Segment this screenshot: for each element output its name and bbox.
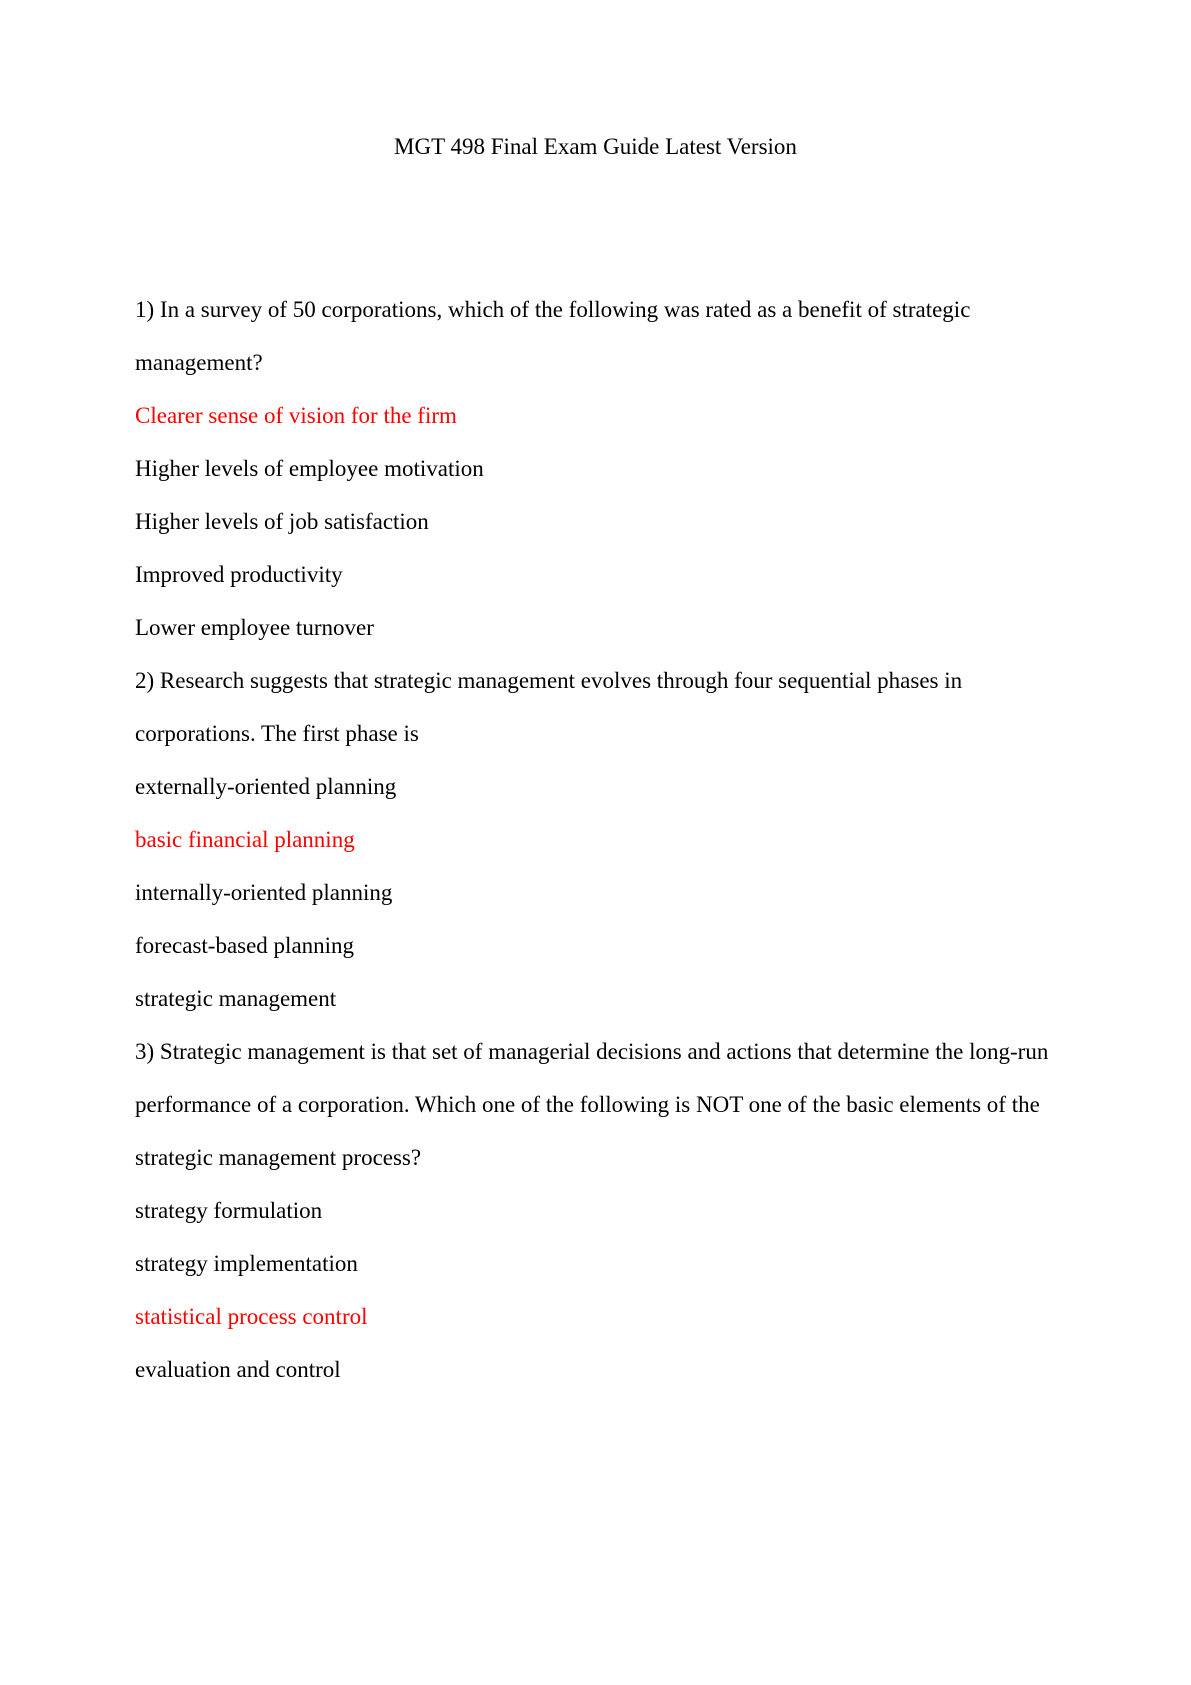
question-2-option-1: externally-oriented planning [135,774,397,799]
question-2-line-1: 2) Research suggests that strategic management evolves through four sequential phases in [135,668,963,693]
question-2-option-5: strategic management [135,986,337,1011]
question-2-option-2-correct-answer: basic financial planning [135,827,355,852]
question-1-line-1: 1) In a survey of 50 corporations, which of the following was rated as a benefit of strategic [135,297,971,322]
question-3-option-3-correct-answer: statistical process control [135,1304,368,1329]
page-title: MGT 498 Final Exam Guide Latest Version [394,134,797,159]
question-3-line-2: performance of a corporation. Which one of the following is NOT one of the basic elements of the [135,1092,1040,1117]
question-3-option-4: evaluation and control [135,1357,341,1382]
question-3-line-3: strategic management process? [135,1145,422,1170]
question-1-option-4: Improved productivity [135,562,343,587]
question-1-line-2: management? [135,350,263,375]
question-1-option-1-correct-answer: Clearer sense of vision for the firm [135,403,457,428]
question-3-option-1: strategy formulation [135,1198,323,1223]
question-1-option-3: Higher levels of job satisfaction [135,509,429,534]
question-2-option-3: internally-oriented planning [135,880,393,905]
question-3-option-2: strategy implementation [135,1251,358,1276]
document-body [135,283,1161,1396]
question-1-option-2: Higher levels of employee motivation [135,456,484,481]
question-1-option-5: Lower employee turnover [135,615,374,640]
question-2-line-2: corporations. The first phase is [135,721,419,746]
question-3-line-1: 3) Strategic management is that set of managerial decisions and actions that determine the long-run [135,1039,1049,1064]
question-2-option-4: forecast-based planning [135,933,355,958]
